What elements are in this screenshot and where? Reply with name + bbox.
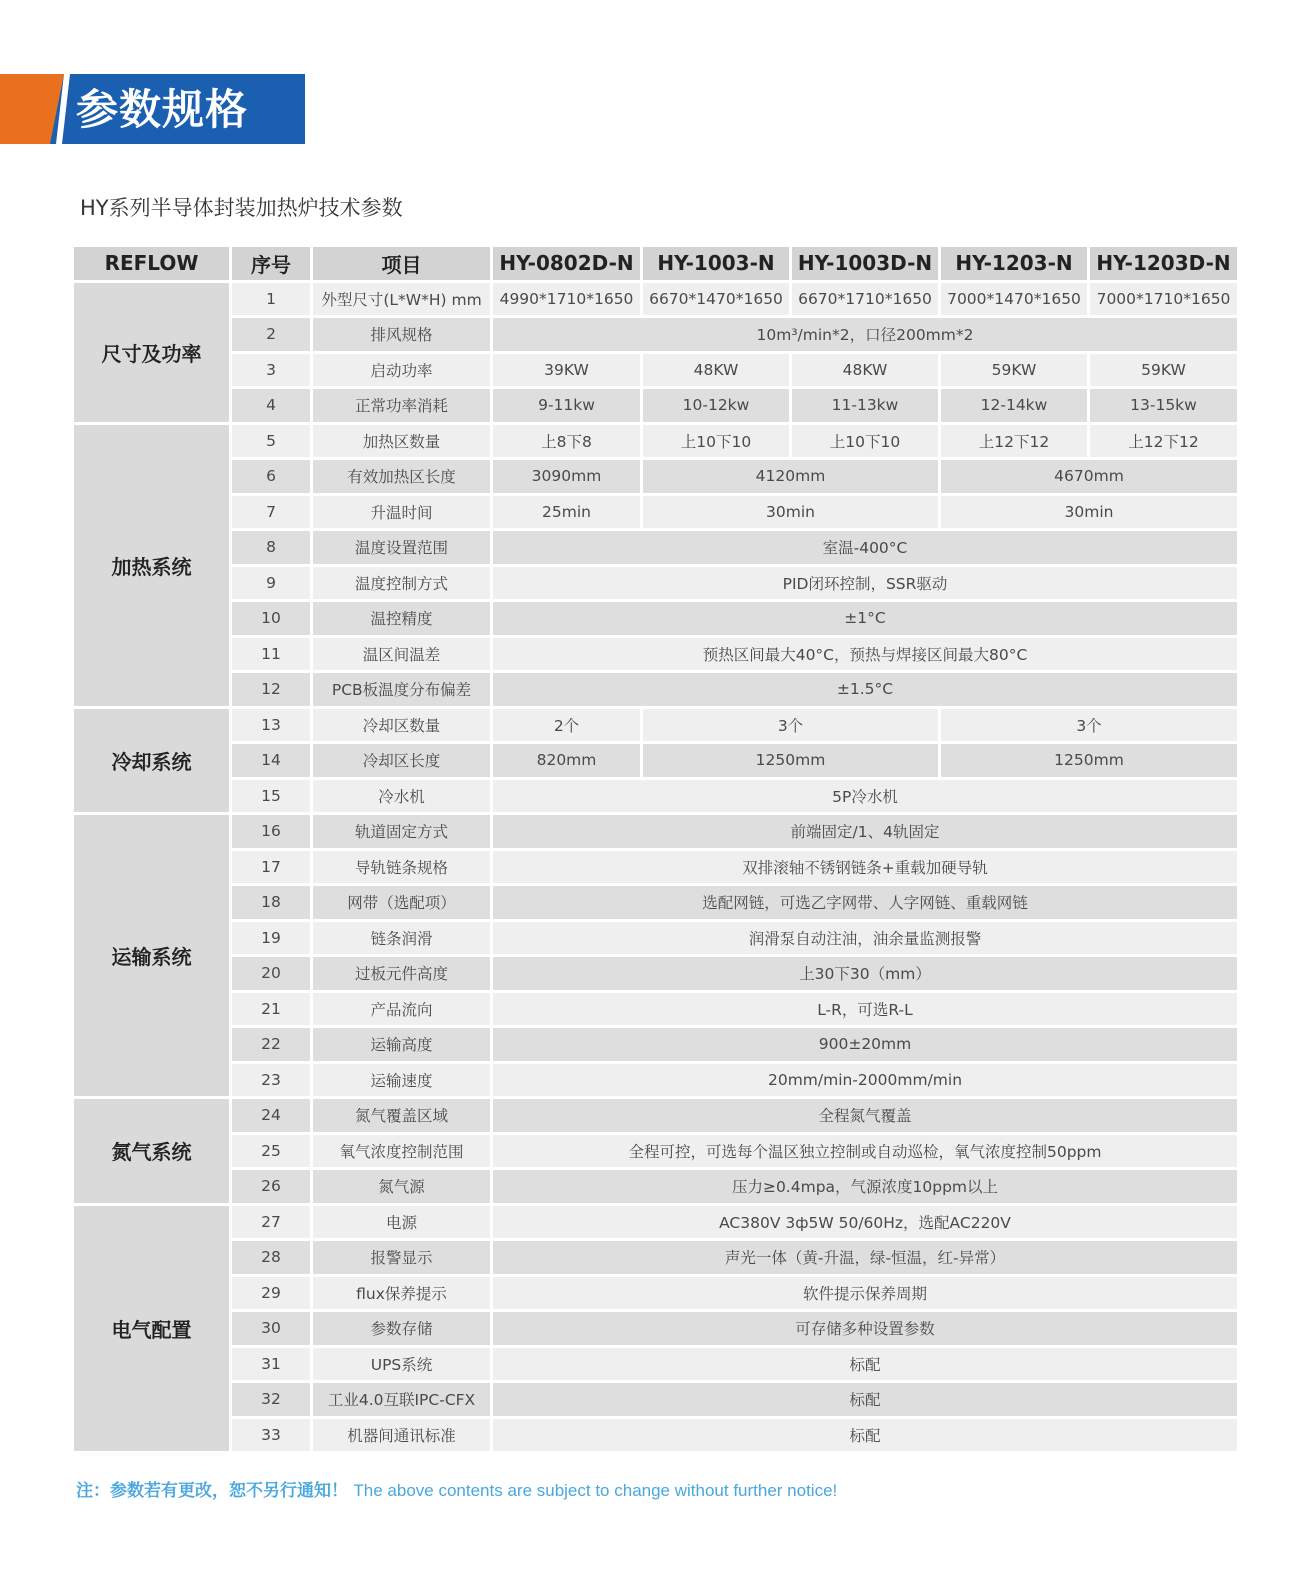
row-number: 26 (232, 1170, 310, 1203)
row-value: 3个 (643, 709, 938, 742)
row-value: 6670*1470*1650 (643, 283, 789, 316)
row-number: 32 (232, 1383, 310, 1416)
group-label: 冷却系统 (74, 709, 229, 813)
row-value: 820mm (493, 744, 640, 777)
row-value: 30min (643, 496, 938, 529)
row-value: 48KW (792, 354, 938, 387)
row-number: 31 (232, 1348, 310, 1381)
row-item: 产品流向 (313, 993, 490, 1026)
row-value: 3个 (941, 709, 1237, 742)
row-value: 11-13kw (792, 389, 938, 422)
row-item: 排风规格 (313, 318, 490, 351)
row-value: 软件提示保养周期 (493, 1277, 1237, 1310)
row-item: 导轨链条规格 (313, 851, 490, 884)
row-value: 双排滚轴不锈钢链条+重载加硬导轨 (493, 851, 1237, 884)
row-item: 有效加热区长度 (313, 460, 490, 493)
row-value: 10m³/min*2，口径200mm*2 (493, 318, 1237, 351)
row-item: 正常功率消耗 (313, 389, 490, 422)
row-number: 23 (232, 1064, 310, 1097)
row-value: 室温-400°C (493, 531, 1237, 564)
row-value: 可存储多种设置参数 (493, 1312, 1237, 1345)
row-value: 25min (493, 496, 640, 529)
row-item: 温控精度 (313, 602, 490, 635)
table-row (74, 425, 1237, 458)
row-item: 机器间通讯标准 (313, 1419, 490, 1452)
row-value: 48KW (643, 354, 789, 387)
row-item: 链条润滑 (313, 922, 490, 955)
row-value: 39KW (493, 354, 640, 387)
table-row (74, 1383, 1237, 1416)
row-number: 8 (232, 531, 310, 564)
row-value: 标配 (493, 1348, 1237, 1381)
header-cell: HY-1203-N (941, 247, 1087, 280)
row-value: 上10下10 (792, 425, 938, 458)
page-title: 参数规格 (76, 85, 249, 134)
table-row (74, 673, 1237, 706)
row-number: 30 (232, 1312, 310, 1345)
row-value: 上12下12 (941, 425, 1087, 458)
row-number: 2 (232, 318, 310, 351)
row-value: 6670*1710*1650 (792, 283, 938, 316)
table-row (74, 1206, 1237, 1239)
row-value: 59KW (1090, 354, 1237, 387)
table-row (74, 389, 1237, 422)
table-row (74, 922, 1237, 955)
table-row (74, 709, 1237, 742)
group-label: 运输系统 (74, 815, 229, 1096)
row-item: 温度控制方式 (313, 567, 490, 600)
row-item: 温区间温差 (313, 638, 490, 671)
row-item: PCB板温度分布偏差 (313, 673, 490, 706)
row-number: 22 (232, 1028, 310, 1061)
footnote-en: The above contents are subject to change without further notice! (353, 1481, 838, 1500)
row-item: 加热区数量 (313, 425, 490, 458)
header-cell: HY-0802D-N (493, 247, 640, 280)
table-row (74, 354, 1237, 387)
table-row (74, 1064, 1237, 1097)
group-label: 加热系统 (74, 425, 229, 706)
row-value: 4990*1710*1650 (493, 283, 640, 316)
row-number: 3 (232, 354, 310, 387)
row-item: UPS系统 (313, 1348, 490, 1381)
group-label: 氮气系统 (74, 1099, 229, 1203)
table-row (74, 531, 1237, 564)
row-value: 全程氮气覆盖 (493, 1099, 1237, 1132)
row-value: L-R，可选R-L (493, 993, 1237, 1026)
header-cell: HY-1203D-N (1090, 247, 1237, 280)
header-cell: REFLOW (74, 247, 229, 280)
row-number: 15 (232, 780, 310, 813)
table-row (74, 993, 1237, 1026)
row-number: 20 (232, 957, 310, 990)
table-row (74, 318, 1237, 351)
row-number: 11 (232, 638, 310, 671)
row-item: 氮气覆盖区域 (313, 1099, 490, 1132)
row-item: 氮气源 (313, 1170, 490, 1203)
table-row (74, 1419, 1237, 1452)
table-row (74, 460, 1237, 493)
row-value: ±1.5°C (493, 673, 1237, 706)
row-number: 4 (232, 389, 310, 422)
row-value: AC380V 3ф5W 50/60Hz，选配AC220V (493, 1206, 1237, 1239)
row-item: 启动功率 (313, 354, 490, 387)
row-item: 冷水机 (313, 780, 490, 813)
table-row (74, 638, 1237, 671)
table-row (74, 567, 1237, 600)
row-item: 轨道固定方式 (313, 815, 490, 848)
row-number: 5 (232, 425, 310, 458)
table-row (74, 1241, 1237, 1274)
row-item: 过板元件高度 (313, 957, 490, 990)
row-value: 7000*1710*1650 (1090, 283, 1237, 316)
row-value: 2个 (493, 709, 640, 742)
row-value: 预热区间最大40°C，预热与焊接区间最大80°C (493, 638, 1237, 671)
row-number: 9 (232, 567, 310, 600)
table-row (74, 602, 1237, 635)
table-row (74, 1028, 1237, 1061)
row-value: 声光一体（黄-升温，绿-恒温，红-异常） (493, 1241, 1237, 1274)
table-row (74, 886, 1237, 919)
table-row (74, 283, 1237, 316)
row-item: 工业4.0互联IPC-CFX (313, 1383, 490, 1416)
row-item: 氧气浓度控制范围 (313, 1135, 490, 1168)
row-item: 升温时间 (313, 496, 490, 529)
row-value: 7000*1470*1650 (941, 283, 1087, 316)
row-value: 9-11kw (493, 389, 640, 422)
row-item: 外型尺寸(L*W*H) mm (313, 283, 490, 316)
row-number: 21 (232, 993, 310, 1026)
table-row (74, 1099, 1237, 1132)
row-item: 电源 (313, 1206, 490, 1239)
header-cell: 序号 (232, 247, 310, 280)
group-label: 电气配置 (74, 1206, 229, 1452)
table-row (74, 1348, 1237, 1381)
row-value: 上8下8 (493, 425, 640, 458)
table-row (74, 496, 1237, 529)
row-value: 润滑泵自动注油，油余量监测报警 (493, 922, 1237, 955)
row-item: 网带（选配项） (313, 886, 490, 919)
row-value: 1250mm (643, 744, 938, 777)
row-number: 13 (232, 709, 310, 742)
row-number: 6 (232, 460, 310, 493)
header-cell: HY-1003D-N (792, 247, 938, 280)
row-value: 900±20mm (493, 1028, 1237, 1061)
row-value: 1250mm (941, 744, 1237, 777)
row-number: 1 (232, 283, 310, 316)
header-cell: HY-1003-N (643, 247, 789, 280)
row-number: 28 (232, 1241, 310, 1274)
row-item: 报警显示 (313, 1241, 490, 1274)
row-number: 12 (232, 673, 310, 706)
table-row (74, 957, 1237, 990)
row-number: 7 (232, 496, 310, 529)
row-item: 运输高度 (313, 1028, 490, 1061)
row-value: ±1°C (493, 602, 1237, 635)
table-header-row (74, 247, 1237, 280)
row-value: 上10下10 (643, 425, 789, 458)
row-number: 14 (232, 744, 310, 777)
row-value: 4120mm (643, 460, 938, 493)
row-value: PID闭环控制，SSR驱动 (493, 567, 1237, 600)
row-number: 27 (232, 1206, 310, 1239)
row-value: 20mm/min-2000mm/min (493, 1064, 1237, 1097)
row-value: 标配 (493, 1383, 1237, 1416)
row-number: 29 (232, 1277, 310, 1310)
row-value: 压力≥0.4mpa，气源浓度10ppm以上 (493, 1170, 1237, 1203)
row-item: 运输速度 (313, 1064, 490, 1097)
row-number: 33 (232, 1419, 310, 1452)
row-number: 16 (232, 815, 310, 848)
spec-table (71, 244, 1240, 1454)
table-subtitle: HY系列半导体封装加热炉技术参数 (80, 196, 403, 220)
table-row (74, 1170, 1237, 1203)
table-row (74, 1277, 1237, 1310)
row-value: 59KW (941, 354, 1087, 387)
row-item: 参数存储 (313, 1312, 490, 1345)
row-value: 选配网链，可选乙字网带、人字网链、重载网链 (493, 886, 1237, 919)
table-row (74, 1135, 1237, 1168)
row-number: 24 (232, 1099, 310, 1132)
row-value: 3090mm (493, 460, 640, 493)
table-row (74, 780, 1237, 813)
row-value: 4670mm (941, 460, 1237, 493)
table-row (74, 1312, 1237, 1345)
row-number: 18 (232, 886, 310, 919)
row-value: 上30下30（mm） (493, 957, 1237, 990)
row-value: 5P冷水机 (493, 780, 1237, 813)
row-number: 17 (232, 851, 310, 884)
row-item: 温度设置范围 (313, 531, 490, 564)
footnote-cn: 注：参数若有更改，恕不另行通知！ (76, 1481, 348, 1501)
row-value: 13-15kw (1090, 389, 1237, 422)
row-number: 10 (232, 602, 310, 635)
row-item: 冷却区数量 (313, 709, 490, 742)
row-value: 标配 (493, 1419, 1237, 1452)
header-cell: 项目 (313, 247, 490, 280)
row-number: 25 (232, 1135, 310, 1168)
row-value: 12-14kw (941, 389, 1087, 422)
row-number: 19 (232, 922, 310, 955)
footnote (76, 1476, 837, 1501)
row-value: 上12下12 (1090, 425, 1237, 458)
row-item: 冷却区长度 (313, 744, 490, 777)
table-row (74, 744, 1237, 777)
table-row (74, 851, 1237, 884)
row-value: 前端固定/1、4轨固定 (493, 815, 1237, 848)
row-value: 30min (941, 496, 1237, 529)
row-item: flux保养提示 (313, 1277, 490, 1310)
row-value: 全程可控，可选每个温区独立控制或自动巡检，氧气浓度控制50ppm (493, 1135, 1237, 1168)
row-value: 10-12kw (643, 389, 789, 422)
group-label: 尺寸及功率 (74, 283, 229, 422)
table-row (74, 815, 1237, 848)
